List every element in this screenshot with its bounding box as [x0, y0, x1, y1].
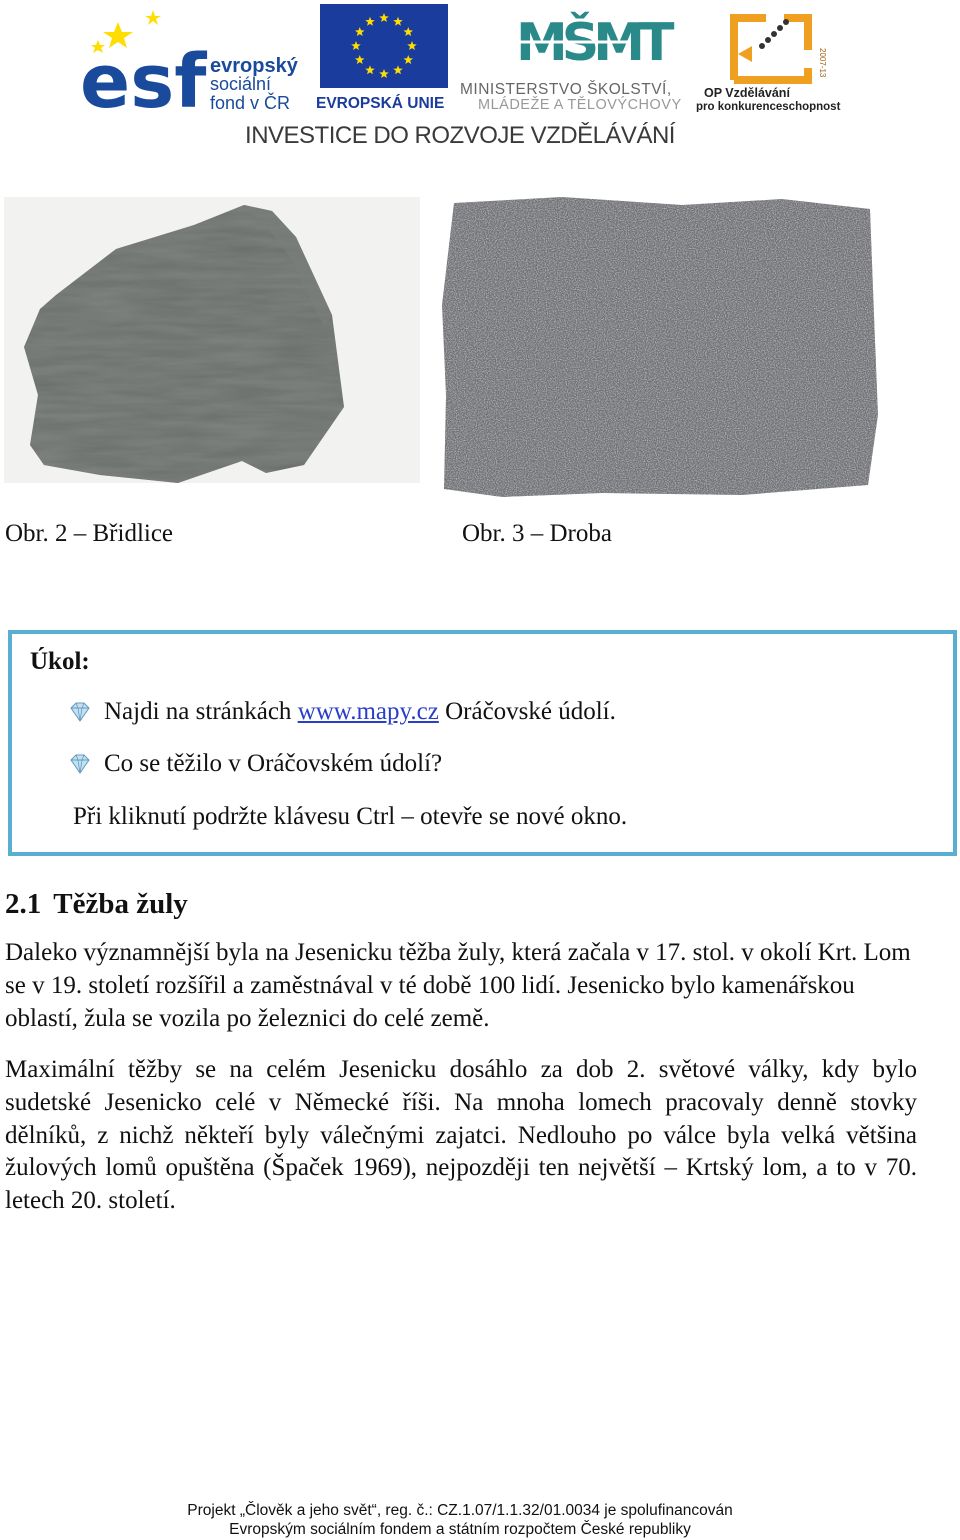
svg-text:esf: esf: [80, 39, 207, 112]
header-logos: [0, 0, 960, 160]
eu-flag-logo: [316, 4, 450, 112]
msmt-logo: [458, 2, 690, 110]
task-item-find-text: Najdi na stránkách: [104, 698, 292, 725]
task-note: Při kliknutí podržte klávesu Ctrl – otevře se nové okno.: [73, 803, 628, 830]
svg-text:EVROPSKÁ UNIE: EVROPSKÁ UNIE: [316, 95, 445, 112]
svg-text:fond v ČR: fond v ČR: [210, 93, 291, 112]
svg-text:MLÁDEŽE A TĚLOVÝCHOVY: MLÁDEŽE A TĚLOVÝCHOVY: [478, 97, 682, 110]
esf-logo: [78, 4, 310, 112]
task-item-find: [67, 698, 616, 726]
task-item-question: [67, 750, 442, 778]
op-vzdelavani-logo: [696, 2, 846, 112]
task-title: Úkol:: [30, 648, 90, 675]
diamond-bullet-icon: [67, 700, 93, 724]
footer: [0, 1502, 960, 1539]
footer-line-1: Projekt „Člověk a jeho svět“, reg. č.: CZ.1.07/1.1.32/01.0034 je spolufinancován: [187, 1502, 733, 1519]
tagline: INVESTICE DO ROZVOJE VZDĚLÁVÁNÍ: [245, 122, 675, 149]
mapy-link[interactable]: www.mapy.cz: [297, 698, 439, 725]
svg-text:2007-13: 2007-13: [818, 48, 827, 78]
footer-line-2: Evropským sociálním fondem a státním rozpočtem České republiky: [229, 1520, 691, 1538]
task-box: [8, 630, 957, 856]
greywacke-photo: [442, 195, 878, 498]
svg-text:OP Vzdělávání: OP Vzdělávání: [704, 86, 790, 100]
svg-text:pro konkurenceschopnost: pro konkurenceschopnost: [696, 101, 841, 112]
slate-photo: [4, 197, 420, 483]
task-item-question-text: Co se těžilo v Oráčovském údolí?: [104, 750, 443, 777]
svg-text:evropský: evropský: [210, 55, 298, 77]
figure-caption-slate: Obr. 2 – Břidlice: [5, 520, 174, 547]
section-number: 2.1: [5, 888, 42, 920]
paragraph-wartime-mining: Maximální těžby se na celém Jesenicku dosáhlo za dob 2. světové války, kdy bylo sudetské Jesenicko celé v Německé říši. Na mnoha lomech pracovaly denně stovky dělníků, z nichž někteří byly válečnými zajatci. Nedlouho po válce byla velká většina žulových lomů opuštěna (Špaček 1969), nejpozději ten největší – Krtský lom, a to v 70. letech 20. století.: [5, 1056, 917, 1215]
paragraph-granite-mining: Daleko významnější byla na Jesenicku těžba žuly, která začala v 17. stol. v okolí Krt. Lom se v 19. století rozšířil a zaměstnával v té době 100 lidí. Jesenicko bylo kamenářskou oblastí, žula se vozila po železnici do celé země.: [5, 939, 911, 1032]
svg-text:MINISTERSTVO ŠKOLSTVÍ,: MINISTERSTVO ŠKOLSTVÍ,: [460, 81, 672, 98]
section-title: Těžba žuly: [53, 888, 188, 920]
diamond-bullet-icon: [67, 752, 93, 776]
svg-text:sociální: sociální: [210, 74, 272, 94]
section-heading: [5, 888, 188, 921]
task-item-find-suffix: Oráčovské údolí.: [445, 698, 616, 725]
svg-text:MŠMT: MŠMT: [516, 13, 669, 73]
figure-caption-greywacke: Obr. 3 – Droba: [462, 520, 612, 547]
